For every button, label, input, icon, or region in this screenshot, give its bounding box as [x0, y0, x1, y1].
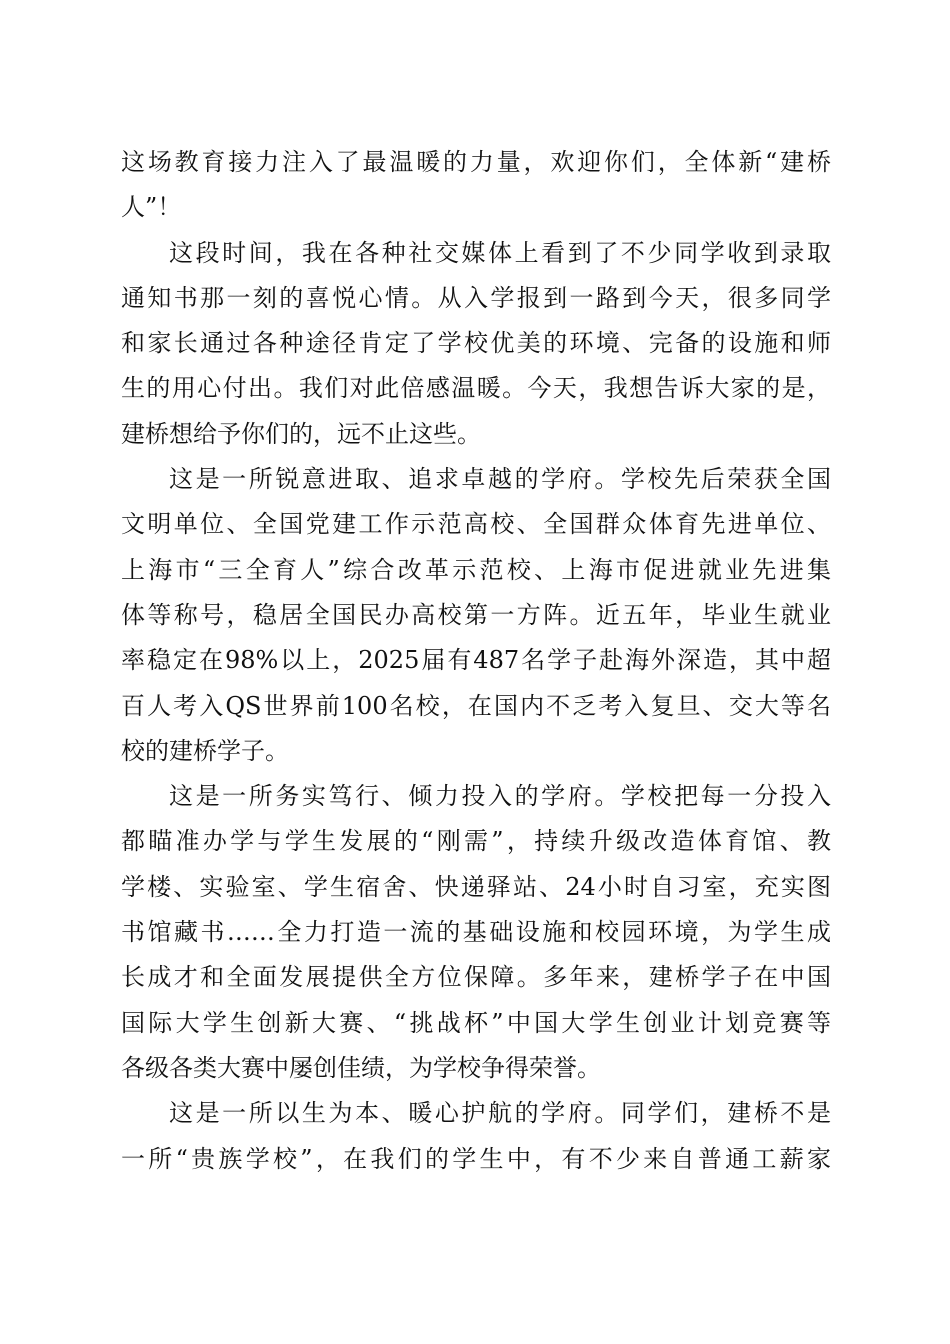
- paragraph-line: 国际大学生创新大赛、“挑战杯”中国大学生创业计划竞赛等: [121, 1008, 831, 1037]
- paragraph-line: 这场教育接力注入了最温暖的力量，欢迎你们，全体新“建桥: [121, 148, 831, 176]
- paragraph-line: 都瞄准办学与学生发展的“刚需”，持续升级改造体育馆、教: [121, 827, 831, 856]
- paragraph-line: 人”！: [121, 193, 182, 222]
- paragraph-line: 学楼、实验室、学生宿舍、快递驿站、24小时自习室，充实图: [121, 872, 831, 901]
- paragraph-line: 这是一所锐意进取、追求卓越的学府。学校先后荣获全国: [169, 465, 831, 494]
- paragraph-line: 这是一所务实笃行、倾力投入的学府。学校把每一分投入: [169, 782, 831, 811]
- paragraph-line: 校的建桥学子。: [121, 736, 289, 765]
- paragraph-line: 长成才和全面发展提供全方位保障。多年来，建桥学子在中国: [121, 963, 831, 992]
- paragraph-line: 生的用心付出。我们对此倍感温暖。今天，我想告诉大家的是，: [121, 374, 831, 403]
- paragraph-line: 上海市“三全育人”综合改革示范校、上海市促进就业先进集: [121, 555, 831, 584]
- paragraph-line: 百人考入QS世界前100名校，在国内不乏考入复旦、交大等名: [121, 691, 831, 720]
- paragraph-line: 通知书那一刻的喜悦心情。从入学报到一路到今天，很多同学: [121, 283, 831, 312]
- paragraph-line: 建桥想给予你们的，远不止这些。: [121, 419, 481, 448]
- paragraph-line: 文明单位、全国党建工作示范高校、全国群众体育先进单位、: [121, 510, 831, 539]
- document-body: [121, 140, 831, 1182]
- paragraph-line: 和家长通过各种途径肯定了学校优美的环境、完备的设施和师: [121, 329, 831, 358]
- paragraph-line: 这段时间，我在各种社交媒体上看到了不少同学收到录取: [169, 238, 831, 267]
- paragraph-line: 一所“贵族学校”，在我们的学生中，有不少来自普通工薪家: [121, 1144, 831, 1173]
- paragraph-line: 这是一所以生为本、暖心护航的学府。同学们，建桥不是: [169, 1099, 831, 1128]
- paragraph-line: 率稳定在98%以上，2025届有487名学子赴海外深造，其中超: [121, 646, 831, 675]
- paragraph-line: 书馆藏书……全力打造一流的基础设施和校园环境，为学生成: [121, 918, 831, 947]
- paragraph-line: 各级各类大赛中屡创佳绩，为学校争得荣誉。: [121, 1053, 601, 1082]
- paragraph-line: 体等称号，稳居全国民办高校第一方阵。近五年，毕业生就业: [121, 600, 831, 629]
